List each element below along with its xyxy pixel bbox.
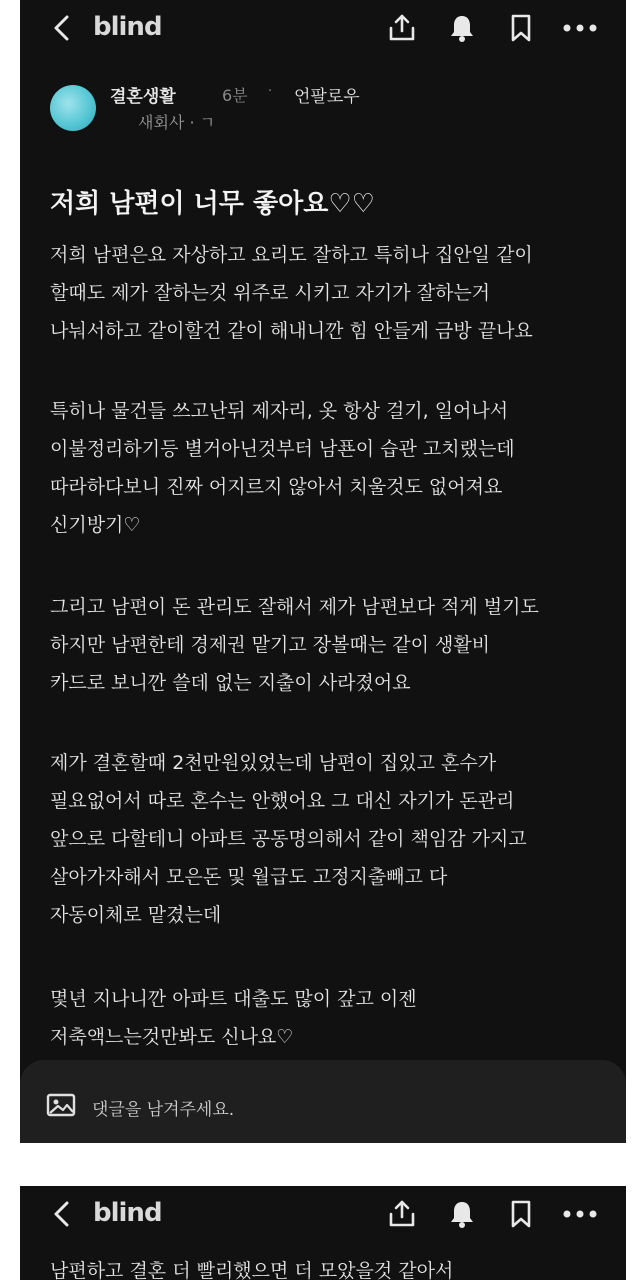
chevron-left-icon[interactable] xyxy=(52,14,72,42)
post-paragraph xyxy=(50,392,620,544)
post-title: 저희 남편이 너무 좋아요♡♡ xyxy=(50,189,375,219)
post-paragraph xyxy=(50,980,620,1056)
bell-icon[interactable] xyxy=(447,13,477,43)
post-line: 특히나 물건들 쓰고난뒤 제자리, 옷 항상 걸기, 일어나서 xyxy=(50,400,509,422)
post-line: 따라하다보니 진짜 어지르지 않아서 치울것도 없어져요 xyxy=(50,476,503,498)
post-line: 앞으로 다할테니 아파트 공동명의해서 같이 책임감 가지고 xyxy=(50,828,527,850)
post-time: 6분 xyxy=(222,86,248,105)
post-paragraph xyxy=(50,236,620,350)
share-icon[interactable] xyxy=(387,13,417,43)
post-line: 제가 결혼할때 2천만원있었는데 남편이 집있고 혼수가 xyxy=(50,752,497,774)
post-screen-continued xyxy=(20,1186,626,1280)
more-icon[interactable] xyxy=(562,1208,598,1220)
top-bar xyxy=(20,0,626,58)
unfollow-button[interactable]: 언팔로우 xyxy=(294,87,360,107)
post-line: 카드로 보니깐 쓸데 없는 지출이 사라졌어요 xyxy=(50,672,411,694)
comment-bar[interactable] xyxy=(20,1060,626,1143)
post-line: 자동이체로 맡겼는데 xyxy=(50,904,222,926)
avatar[interactable] xyxy=(50,85,96,131)
post-line: 저축액느는것만봐도 신나요♡ xyxy=(50,1026,294,1048)
post-line: 이불정리하기등 별거아닌것부터 남푠이 습관 고치랬는데 xyxy=(50,438,515,460)
more-icon[interactable] xyxy=(562,22,598,34)
separator-dot: · xyxy=(268,84,273,99)
post-line: 몇년 지나니깐 아파트 대출도 많이 갚고 이젠 xyxy=(50,988,417,1010)
post-paragraph xyxy=(50,588,620,702)
post-line: 남편하고 결혼 더 빨리했으면 더 모았을것 같아서 xyxy=(50,1260,454,1280)
post-line: 저희 남편은요 자상하고 요리도 잘하고 특히나 집안일 같이 xyxy=(50,244,533,266)
app-logo: blind xyxy=(93,1198,162,1228)
app-logo: blind xyxy=(93,12,162,42)
post-line: 할때도 제가 잘하는것 위주로 시키고 자기가 잘하는거 xyxy=(50,282,491,304)
image-icon[interactable] xyxy=(46,1093,76,1117)
post-screen xyxy=(20,0,626,1143)
post-line: 신기방기♡ xyxy=(50,514,141,536)
share-icon[interactable] xyxy=(387,1199,417,1229)
bookmark-icon[interactable] xyxy=(506,1199,536,1229)
bookmark-icon[interactable] xyxy=(506,13,536,43)
bell-icon[interactable] xyxy=(447,1199,477,1229)
author-company: 새회사 · ㄱ xyxy=(138,113,216,132)
author-info xyxy=(50,82,590,134)
post-line: 살아가자해서 모은돈 및 월급도 고정지출빼고 다 xyxy=(50,866,448,888)
top-bar xyxy=(20,1186,626,1244)
post-line: 하지만 남편한테 경제권 맡기고 장볼때는 같이 생활비 xyxy=(50,634,491,656)
post-line: 나눠서하고 같이할건 같이 해내니깐 힘 안들게 금방 끝나요 xyxy=(50,320,533,342)
author-name[interactable]: 결혼생활 xyxy=(110,87,176,107)
post-line: 필요없어서 따로 혼수는 안했어요 그 대신 자기가 돈관리 xyxy=(50,790,515,812)
comment-input[interactable]: 댓글을 남겨주세요. xyxy=(92,1100,235,1120)
chevron-left-icon[interactable] xyxy=(52,1200,72,1228)
post-line: 그리고 남편이 돈 관리도 잘해서 제가 남편보다 적게 벌기도 xyxy=(50,596,539,618)
post-paragraph xyxy=(50,744,620,934)
